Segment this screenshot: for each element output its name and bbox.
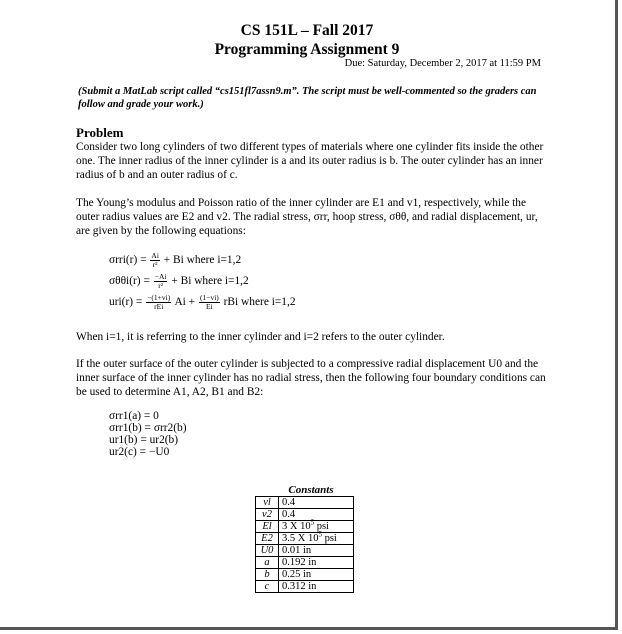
equation-lhs: uri(r) = — [109, 296, 143, 309]
equation-radial-stress — [109, 252, 241, 269]
table-row — [256, 569, 354, 581]
fraction-denominator: Ei — [206, 302, 213, 311]
equation-fraction-2 — [199, 294, 220, 311]
boundary-condition-4: ur2(c) = −U0 — [109, 446, 170, 458]
constants-table-block — [255, 484, 367, 593]
fraction-denominator: r² — [158, 281, 163, 290]
constant-key: a — [256, 557, 279, 569]
table-row — [256, 533, 354, 545]
paragraph-cylinders: Consider two long cylinders of two different types of materials where one cylinder fits inside the other one. The inner radius of the inner cylinder is a and its outer radius is b. The outer cylinder has an inner radius of b and an outer radius of c. — [76, 141, 544, 181]
constant-unit: psi — [321, 533, 337, 544]
course-title: CS 151L – Fall 2017 — [240, 22, 374, 39]
constant-unit: psi — [314, 521, 329, 532]
constant-value: 3.5 X 10 — [282, 533, 319, 544]
constant-exponent: 5 — [318, 530, 322, 539]
constant-value: 0.4 — [279, 509, 354, 521]
constant-key: v2 — [256, 509, 279, 521]
equation-lhs: σθθi(r) = — [109, 275, 150, 288]
assignment-title: Programming Assignment 9 — [214, 41, 400, 58]
constant-key: El — [256, 521, 279, 533]
equation-rest: rBi where i=1,2 — [223, 296, 296, 309]
fraction-denominator: rEi — [154, 302, 164, 311]
constant-value: 3 X 10 — [282, 521, 311, 532]
equation-rest: + Bi where i=1,2 — [163, 254, 242, 267]
paragraph-index: When i=1, it is referring to the inner cylinder and i=2 refers to the outer cylinder. — [76, 331, 445, 343]
equation-radial-displacement — [109, 294, 296, 311]
table-row — [256, 557, 354, 569]
constant-key: c — [256, 581, 279, 593]
equation-hoop-stress — [109, 273, 249, 290]
paragraph-boundary: If the outer surface of the outer cylinder is subjected to a compressive radial displacement U0 and the inner surface of the inner cylinder has no radial stress, then the following four boundary conditions can be used to determine A1, A2, B1 and B2: — [76, 358, 546, 398]
constant-value-cell — [279, 518, 354, 533]
constant-value: 0.25 in — [279, 569, 354, 581]
boundary-condition-3: ur1(b) = ur2(b) — [109, 434, 179, 446]
constants-table — [255, 496, 354, 593]
equation-rest: + Bi where i=1,2 — [171, 275, 249, 288]
constant-value: 0.192 in — [279, 557, 354, 569]
constant-key: U0 — [256, 545, 279, 557]
constant-exponent: 5 — [310, 518, 315, 527]
equation-fraction — [154, 273, 168, 290]
equation-fraction — [146, 294, 171, 311]
fraction-numerator: Ai — [151, 251, 159, 260]
due-date: Due: Saturday, December 2, 2017 at 11:59 PM — [344, 58, 541, 69]
constants-caption: Constants — [288, 484, 334, 496]
fraction-numerator: −(1+vi) — [147, 293, 171, 302]
constant-key: E2 — [256, 533, 279, 545]
equation-fraction — [150, 252, 160, 269]
paragraph-moduli: The Young’s modulus and Poisson ratio of the inner cylinder are E1 and v1, respectively, while the outer radius values are E2 and v2. The radial stress, σrr, hoop stress, σθθ, and radial displacement, ur, are given by the following equations: — [76, 197, 538, 237]
constant-value: 0.4 — [279, 497, 354, 509]
fraction-numerator: (1−vi) — [199, 293, 219, 302]
fraction-denominator: r² — [152, 260, 158, 269]
constant-key: b — [256, 569, 279, 581]
table-row — [256, 545, 354, 557]
constant-value-cell — [279, 530, 354, 545]
table-row — [256, 521, 354, 533]
constant-value: 0.312 in — [279, 581, 354, 593]
equation-middle: Ai + — [174, 296, 196, 309]
problem-heading: Problem — [76, 125, 124, 140]
table-row — [256, 509, 354, 521]
constant-key: vl — [256, 497, 279, 509]
constant-value: 0.01 in — [279, 545, 354, 557]
table-row — [256, 497, 354, 509]
table-row — [256, 581, 354, 593]
fraction-numerator: −Ai — [154, 272, 167, 281]
submit-note: (Submit a MatLab script called “cs151fl7assn9.m”. The script must be well-commented so the graders can follow and grade your work.) — [78, 86, 537, 110]
boundary-condition-2: σrr1(b) = σrr2(b) — [109, 422, 187, 434]
equation-lhs: σrri(r) = — [109, 254, 147, 267]
boundary-condition-1: σrr1(a) = 0 — [109, 410, 159, 422]
